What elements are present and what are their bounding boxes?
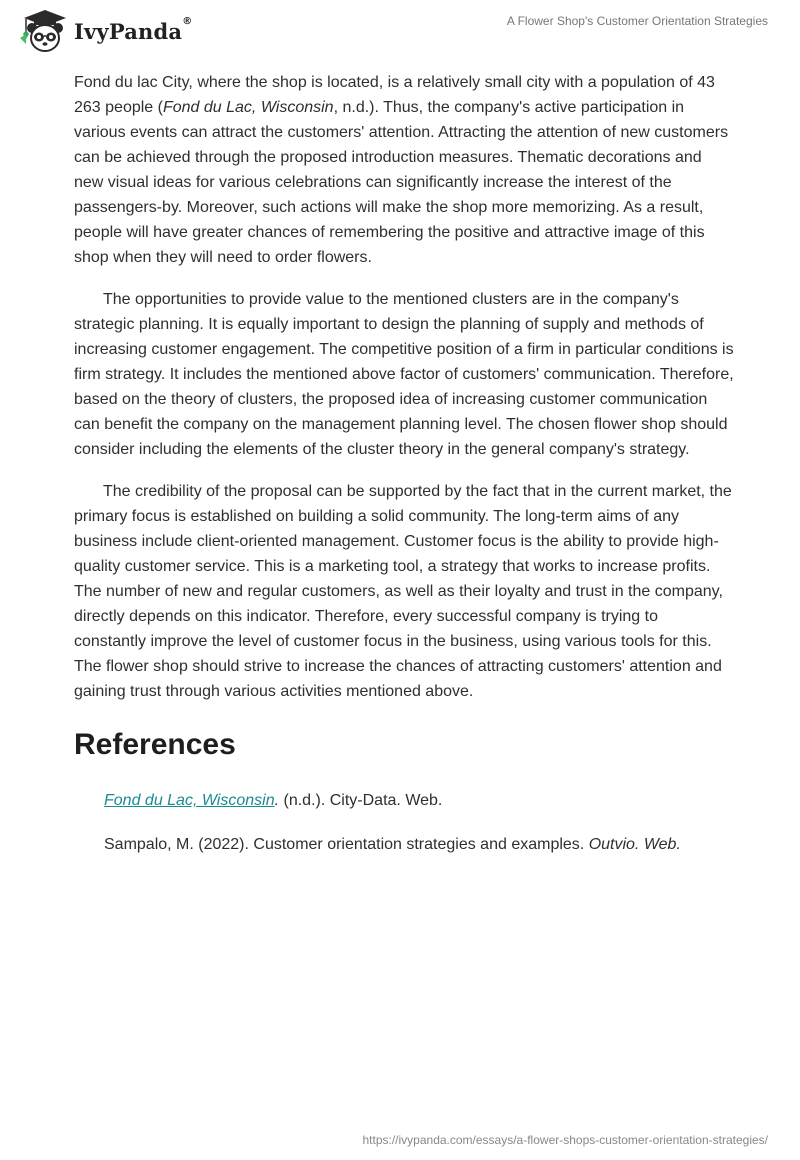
page-header [0, 0, 800, 60]
references-heading: References [74, 728, 236, 761]
paragraph-1: Fond du lac City, where the shop is located, is a relatively small city with a population of 43 263 people (Fond du Lac, Wisconsin, n.d.). Thus, the company's active participation in various events can attract the customers' attention. Attracting the attention of new customers can be achieved through the proposed introduction measures. Thematic decorations and new visual ideas for various celebrations can significantly increase the interest of the passengers-by. Moreover, such actions will make the shop more memorizing. As a result, people will have greater chances of remembering the positive and attractive image of this shop when they will need to order flowers. [74, 74, 729, 266]
panda-logo-icon [14, 8, 76, 54]
footer-url[interactable]: https://ivypanda.com/essays/a-flower-shops-customer-orientation-strategies/ [362, 1133, 768, 1147]
essay-content [74, 70, 734, 877]
document-title: A Flower Shop's Customer Orientation Strategies [506, 14, 768, 28]
paragraph-2: The opportunities to provide value to the mentioned clusters are in the company's strategic planning. It is equally important to design the planning of supply and methods of increasing customer engagement. The competitive position of a firm in particular conditions is firm strategy. It includes the mentioned above factor of customers' communication. Therefore, based on the theory of clusters, the proposed idea of increasing customer communication can benefit the company on the management planning level. The chosen flower shop should consider including the elements of the cluster theory in the general company's strategy. [74, 291, 734, 458]
logo-wordmark: IvyPanda® [74, 15, 193, 44]
ivypanda-logo[interactable] [14, 8, 192, 54]
reference-item-1: Fond du Lac, Wisconsin. (n.d.). City-Data. Web. [104, 792, 443, 809]
reference-item-2: Sampalo, M. (2022). Customer orientation strategies and examples. Outvio. Web. [104, 836, 681, 853]
reference-link-fond-du-lac[interactable]: Fond du Lac, Wisconsin [104, 792, 275, 809]
paragraph-3: The credibility of the proposal can be supported by the fact that in the current market, the primary focus is established on building a solid community. The long-term aims of any business include client-oriented management. Customer focus is the ability to provide high-quality customer service. This is a marketing tool, a strategy that works to increase profits. The number of new and regular customers, as well as their loyalty and trust in the company, directly depends on this indicator. Therefore, every successful company is trying to constantly improve the level of customer focus in the business, using various tools for this. The flower shop should strive to increase the chances of attracting customers' attention and gaining trust through various activities mentioned above. [74, 483, 732, 700]
